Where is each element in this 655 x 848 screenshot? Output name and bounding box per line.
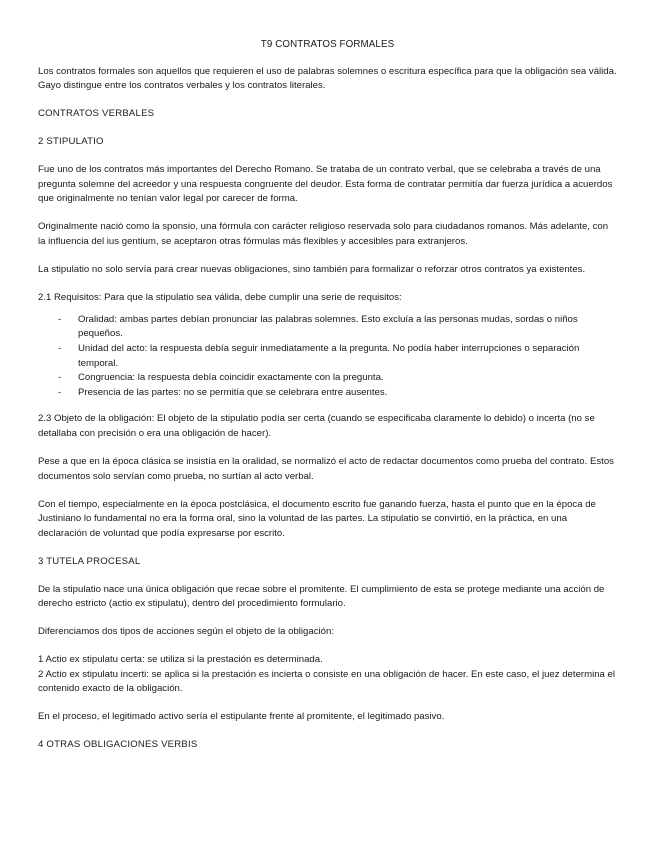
list-item: [38, 313, 617, 342]
section-heading-tutela: 3 TUTELA PROCESAL: [38, 555, 141, 567]
section-heading-stipulatio: 2 STIPULATIO: [38, 136, 104, 148]
paragraph-objeto-obligacion: 2.3 Objeto de la obligación: El objeto de la stipulatio podía ser certa (cuando se especificaba claramente lo debido) o incerta (no se detallaba con precisión o era una obligación de hacer).: [38, 413, 595, 440]
list-item-text: Congruencia: la respuesta debía coincidir exactamente con la pregunta.: [78, 372, 384, 384]
list-item: [38, 371, 617, 386]
paragraph-tipos-acciones: Diferenciamos dos tipos de acciones según el objeto de la obligación:: [38, 626, 334, 638]
list-item-text: Oralidad: ambas partes debían pronunciar las palabras solemnes. Esto excluía a las personas mudas, sordas o niños pequeños.: [78, 313, 578, 340]
paragraph-obligacion-promitente: De la stipulatio nace una única obligación que recae sobre el promitente. El cumplimiento de esta se protege mediante una acción de derecho estricto (actio ex stipulatu), dentro del procedimiento formulario.: [38, 583, 605, 610]
acciones-list: [38, 653, 617, 697]
paragraph-legitimados: En el proceso, el legitimado activo sería el estipulante frente al promitente, el legitimado pasivo.: [38, 711, 445, 723]
paragraph-stipulatio-definition: Fue uno de los contratos más importantes del Derecho Romano. Se trataba de un contrato verbal, que se celebraba a través de una pregunta solemne del acreedor y una respuesta congruente del deudor. Esta forma de contratar permitía dar fuerza jurídica a acuerdos que originalmente no tenían valor legal por carecer de forma.: [38, 164, 613, 205]
dash-bullet: -: [58, 343, 62, 355]
dash-bullet: -: [58, 386, 62, 398]
paragraph-epoca-clasica: Pese a que en la época clásica se insistía en la oralidad, se normalizó el acto de redactar documentos como prueba del contrato. Estos documentos solo servían como prueba, no surtían al acto verbal.: [38, 456, 614, 482]
section-heading-otras: 4 OTRAS OBLIGACIONES VERBIS: [38, 739, 198, 751]
intro-paragraph: Los contratos formales son aquellos que requieren el uso de palabras solemnes o escritura específica para que la obligación sea válida. Gayo distingue entre los contratos verbales y los contratos literales.: [38, 65, 617, 92]
paragraph-stipulatio-function: La stipulatio no solo servía para crear nuevas obligaciones, sino también para formalizar o reforzar otros contratos ya existentes.: [38, 263, 586, 275]
requisitos-list: [38, 313, 617, 401]
requisitos-intro: 2.1 Requisitos: Para que la stipulatio sea válida, debe cumplir una serie de requisitos:: [38, 291, 402, 303]
list-item-text: Unidad del acto: la respuesta debía seguir inmediatamente a la pregunta. No podía haber interrupciones o separación temporal.: [78, 343, 580, 369]
document-title: T9 CONTRATOS FORMALES: [260, 39, 395, 50]
dash-bullet: -: [58, 313, 62, 325]
list-item: [38, 386, 617, 401]
spacer: [38, 697, 617, 710]
accion-certa: 1 Actio ex stipulatu certa: se utiliza si la prestación es determinada.: [38, 654, 323, 666]
paragraph-sponsio: Originalmente nació como la sponsio, una fórmula con carácter religioso reservada solo para ciudadanos romanos. Más adelante, con la influencia del ius gentium, se aceptaron otras fórmulas más flexibles y accesibles para extranjeros.: [38, 221, 609, 247]
dash-bullet: -: [58, 372, 62, 384]
list-item: [38, 342, 617, 371]
list-item-text: Presencia de las partes: no se permitía que se celebrara entre ausentes.: [78, 386, 388, 398]
paragraph-epoca-postclasica: Con el tiempo, especialmente en la época postclásica, el documento escrito fue ganando fuerza, hasta el punto que en la época de Justiniano lo fundamental no era la forma oral, sino la voluntad de las partes. La stipulatio se convirtió, en la práctica, en una declaración de voluntad que podía expresarse por escrito.: [38, 498, 596, 539]
section-heading-verbales: CONTRATOS VERBALES: [38, 108, 155, 120]
accion-incerti: 2 Actio ex stipulatu incerti: se aplica si la prestación es incierta o consiste en una obligación de hacer. En este caso, el juez determina el contenido exacto de la obligación.: [38, 668, 616, 695]
